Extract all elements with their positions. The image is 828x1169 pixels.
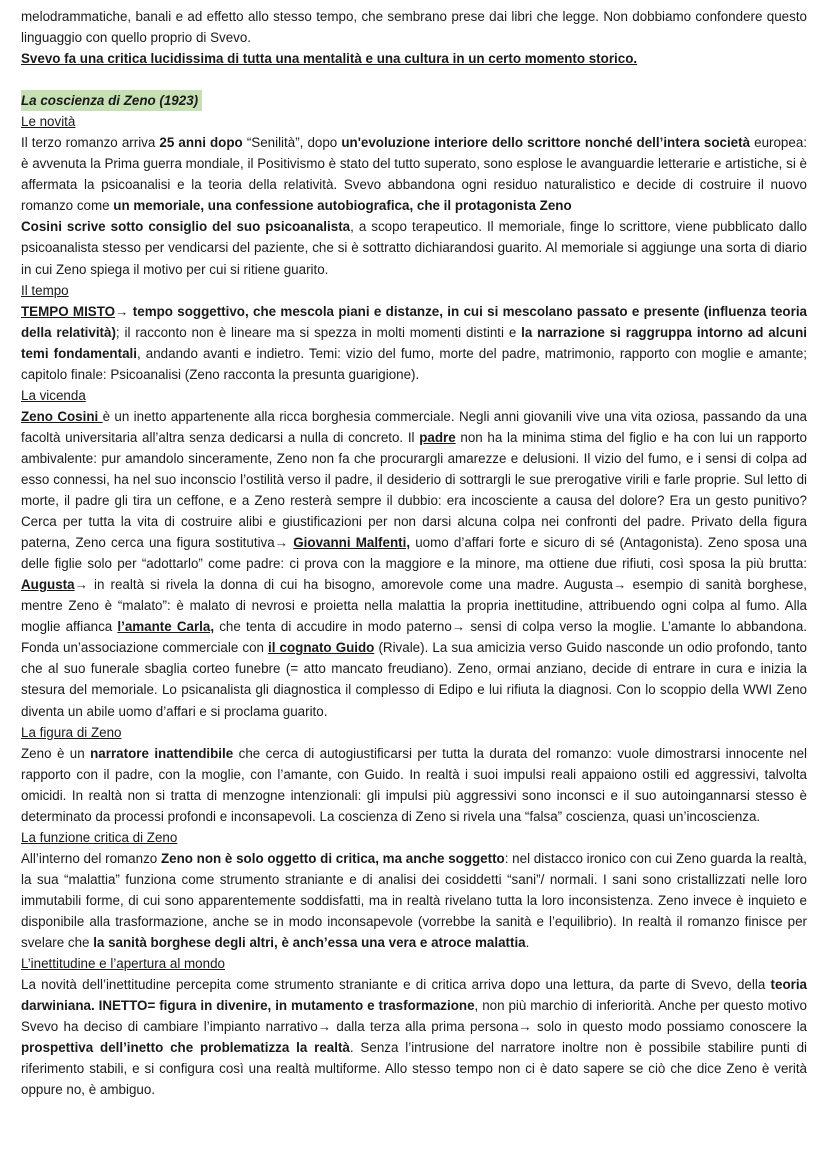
section-heading-novita: Le novità bbox=[21, 114, 76, 130]
intro-thesis: Svevo fa una critica lucidissima di tutta una mentalità e una cultura in un certo momento storico. bbox=[21, 51, 638, 67]
paragraph-vicenda: Zeno Cosini è un inetto appartenente alla ricca borghesia commerciale. Negli anni giovanili vive una vita oziosa, passando da una facoltà universitaria all’altra senza dedicarsi a nulla di concreto. Il padre non ha la minima stima del figlio e ha con lui un rapporto ambivalente: pur amandolo sinceramente, Zeno non fa che procurargli amarezze e delusioni. Il vizio del fumo, e i sensi di colpa ad esso connessi, ha nel suo inconscio l’ostilità verso il padre, il desiderio di sottrargli le sue prerogative virili e farle proprie. Sul letto di morte, il padre gli tira un ceffone, e a Zeno resterà sempre il dubbio: era incosciente a causa del dolore? Era un gesto punitivo? Cerca per tutta la vita di costruire alibi e giustificazioni per non darsi alcuna colpa nei confronti del padre. Privato della figura paterna, Zeno cerca una figura sostitutiva→ Giovanni Malfenti, uomo d’affari forte e sicuro di sé (Antagonista). Zeno sposa una delle figlie solo per “adottarlo” come padre: ci prova con la maggiore e la minore, ma ottiene due rifiuti, così sposa la più brutta: Augusta→ in realtà si rivela la donna di cui ha bisogno, amorevole come una madre. Augusta→ esempio di sanità borghese, mentre Zeno è “malato”: è malato di nevrosi e proietta nella malattia la propria inettitudine, attribuendo ogni colpa al fumo. Alla moglie affianca l’amante Carla, che tenta di accudire in modo paterno→ sensi di colpa verso la moglie. L’amante lo abbandona. Fonda un’associazione commerciale con il cognato Guido (Rivale). La sua amicizia verso Guido nasconde un odio profondo, tanto che al suo funerale sbaglia corteo funebre (= atto mancato freudiano). Zeno, ormai anziano, decide di entrare in cura e inizia la stesura del memoriale. Lo psicanalista gli diagnostica il complesso di Edipo e lui rifiuta la diagnosi. Con lo scoppio della WWI Zeno diventa un abile uomo d’affari e si proclama guarito. bbox=[21, 408, 808, 719]
paragraph-novita-1: Il terzo romanzo arriva 25 anni dopo “Senilità”, dopo un'evoluzione interiore dello scrittore nonché dell’intera società europea: è avvenuta la Prima guerra mondiale, il Positivismo è stato del tutto superato, sono esplose le avanguardie letterarie e artistiche, si è affermata la psicoanalisi e la teoria della relatività. Svevo abbandona ogni residuo naturalistico e decide di costruire il nuovo romanzo come un memoriale, una confessione autobiografica, che il protagonista Zeno bbox=[21, 135, 807, 214]
section-heading-vicenda: La vicenda bbox=[21, 387, 86, 403]
spacer bbox=[21, 69, 807, 90]
paragraph-inettitudine: La novità dell’inettitudine percepita come strumento straniante e di critica arriva dopo una lettura, da parte di Svevo, della teoria darwiniana. INETTO= figura in divenire, in mutamento e trasformazione, non più marchio di inferiorità. Anche per questo motivo Svevo ha deciso di cambiare l’impianto narrativo→ dalla terza alla prima persona→ solo in questo modo possiamo conoscere la prospettiva dell’inetto che problematizza la realtà. Senza l’intrusione del narratore inoltre non è possibile stabilire punti di riferimento stabili, e si configura così una realtà multiforme. Allo stesso tempo non ci è dato sapere se ciò che dice Zeno è verità oppure no, è ambiguo. bbox=[21, 977, 808, 1098]
paragraph-tempo: TEMPO MISTO→ tempo soggettivo, che mescola piani e distanze, in cui si mescolano passato e presente (influenza teoria della relatività); il racconto non è lineare ma si spezza in molti momenti distinti e la narrazione si raggruppa intorno ad alcuni temi fondamentali, andando avanti e indietro. Temi: vizio del fumo, morte del padre, matrimonio, rapporto con moglie e amante; capitolo finale: Psicoanalisi (Zeno racconta la presunta guarigione). bbox=[21, 303, 807, 382]
section-heading-tempo: Il tempo bbox=[21, 282, 69, 298]
section-heading-inettitudine: L’inettitudine e l’apertura al mondo bbox=[21, 956, 225, 972]
paragraph-figura: Zeno è un narratore inattendibile che cerca di autogiustificarsi per tutta la durata del romanzo: vuole dimostrarsi innocente nel rapporto con il padre, con la moglie, con l’amante, con Guido. In realtà i suoi impulsi reali appaiono ostili ed aggressivi, talvolta omicidi. In realtà non si tratta di menzogne intenzionali: gli impulsi più aggressivi sono inconsci e il suo autoingannarsi stesso è determinato da processi profondi e inconsapevoli. La coscienza di Zeno si rivela una “falsa” coscienza, quasi un’incoscienza. bbox=[21, 745, 807, 824]
paragraph-funzione: All’interno del romanzo Zeno non è solo oggetto di critica, ma anche soggetto: nel distacco ironico con cui Zeno guarda la realtà, la sua “malattia” funziona come strumento straniante e di analisi dei cosiddetti “sani”/ normali. I sani sono cristallizzati nelle loro immutabili forme, di cui sono apparentemente soddisfatti, ma in realtà rivelano tutta la loro inconsistenza. Zeno invece è inquieto e disponibile alla trasformazione, anche se in modo inconsapevole (vorrebbe la sanità e l’equilibrio). In realtà il romanzo finisce per svelare che la sanità borghese degli altri, è anch’essa una vera e atroce malattia. bbox=[21, 850, 807, 951]
paragraph-novita-2: Cosini scrive sotto consiglio del suo psicoanalista, a scopo terapeutico. Il memoriale, finge lo scrittore, viene pubblicato dallo psicoanalista stesso per vendicarsi del paziente, che si è sottratto dichiarandosi guarito. Al memoriale si aggiunge una sorta di diario in cui Zeno spiega il motivo per cui si ritiene guarito. bbox=[21, 219, 807, 277]
section-heading-funzione: La funzione critica di Zeno bbox=[21, 829, 178, 845]
intro-paragraph: melodrammatiche, banali e ad effetto allo stesso tempo, che sembrano prese dai libri che legge. Non dobbiamo confondere questo linguaggio con quello proprio di Svevo. bbox=[21, 9, 807, 46]
section-heading-figura: La figura di Zeno bbox=[21, 724, 122, 740]
chapter-title: La coscienza di Zeno (1923) bbox=[21, 90, 807, 111]
